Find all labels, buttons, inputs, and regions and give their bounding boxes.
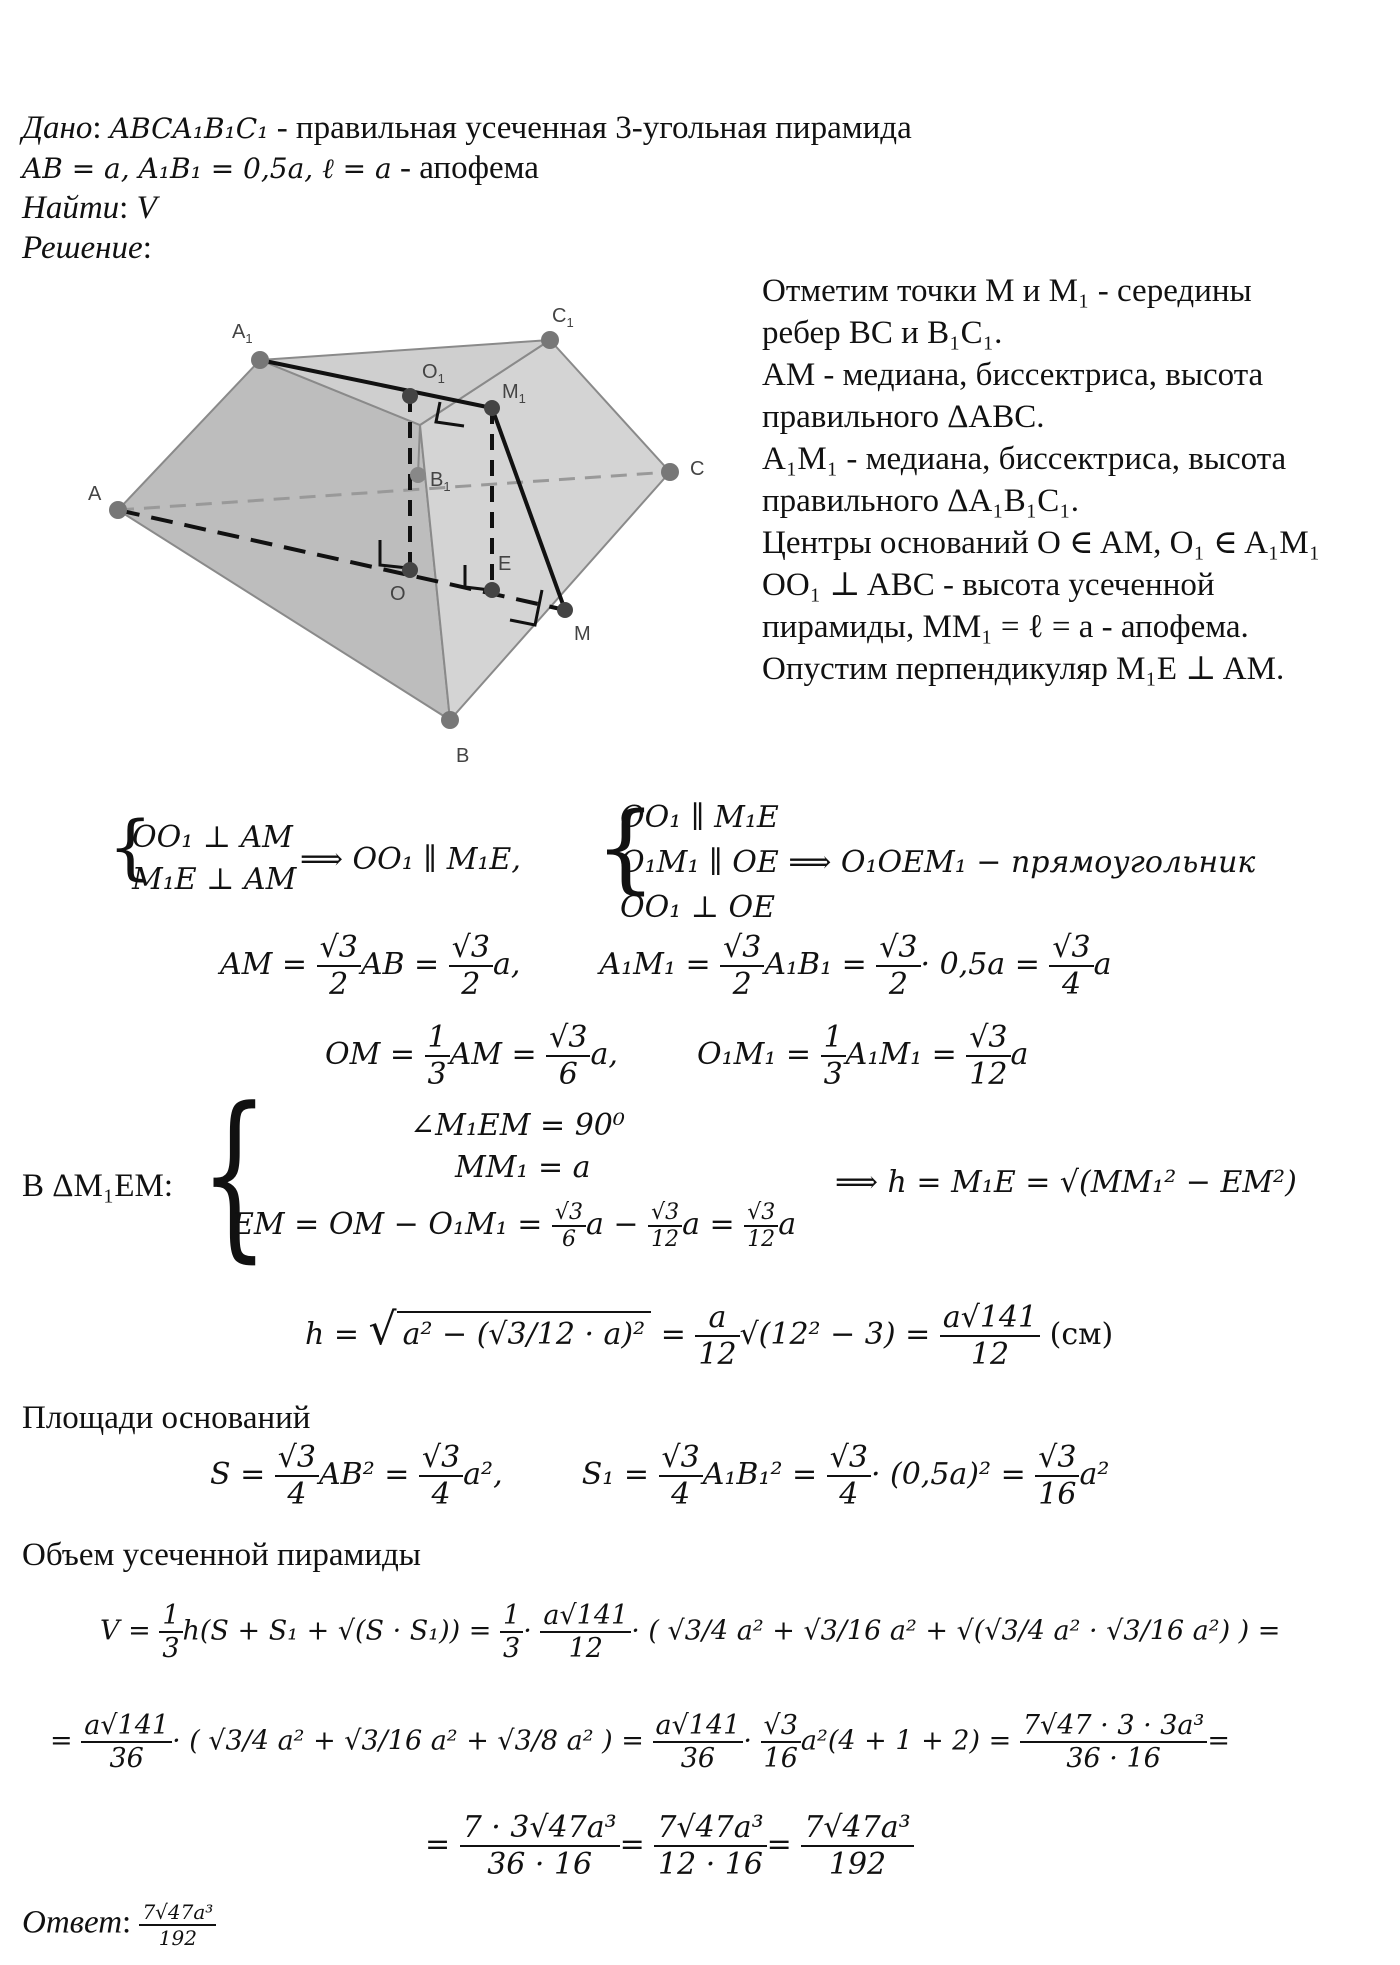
equation-om: OM = $\frac{1}{3}$ AM = $\frac{√3}{6}$ a, O₁M₁ = $\frac{1}{3}$ A₁M₁ = $\frac{√3}{12}$ a (325, 1020, 1029, 1092)
brace-system2: { (595, 792, 657, 904)
fraction: $\frac{√3}{12}$ (744, 1200, 778, 1252)
equation-v1: V = $\frac{1}{3}$ h(S + S₁ + √(S · S₁)) = $\frac{1}{3}$ · $\frac{a√141}{12}$ · ( √3/4 a² + √3/16 a² + √(√3/4 a² · √3/16 a²) ) = (100, 1600, 1281, 1664)
note-line: правильного ΔABC. (762, 399, 1045, 435)
point-m1 (484, 400, 500, 416)
find-line: Найти: V (22, 190, 157, 226)
fraction: $\frac{√3}{4}$ (275, 1440, 319, 1512)
system1-result: ⟹ OO₁ ∥ M₁E, (300, 842, 521, 877)
point-a (109, 501, 127, 519)
fraction: $\frac{√3}{12}$ (648, 1200, 682, 1252)
fraction: $\frac{\text{7√47 · 3 · 3a³}}{36 \cdot 16}$ (1020, 1710, 1208, 1774)
point-c (661, 463, 679, 481)
point-o (402, 562, 418, 578)
apothem-note: - апофема (391, 150, 539, 186)
label-o: O (390, 583, 406, 605)
fraction: $\frac{√3}{12}$ (966, 1020, 1010, 1092)
note-line: ребер BC и B₁C₁. (762, 315, 1003, 351)
fraction: $\frac{\text{7 · 3√47a³}}{36 \cdot 16}$ (460, 1810, 620, 1882)
given-label: Дано (22, 110, 93, 146)
system2-row1: OO₁ ∥ M₁E (620, 800, 779, 835)
note-line: пирамиды, MM₁ = ℓ = a - апофема. (762, 609, 1249, 645)
given-conditions: AB = a, A₁B₁ = 0,5a, ℓ = a (22, 152, 392, 185)
fraction: $\frac{1}{3}$ (159, 1600, 182, 1664)
volume-label: Объем усеченной пирамиды (22, 1537, 421, 1573)
label-a1: $A_1$ (232, 321, 253, 346)
brace-system1: { (108, 806, 153, 888)
solution-line: Решение: (22, 230, 152, 266)
point-b (441, 711, 459, 729)
label-m: M (574, 623, 591, 645)
fraction: $\frac{a√141}{12}$ (540, 1600, 631, 1664)
given-figure: ABCA₁B₁C₁ (109, 112, 269, 145)
equation-v2: = $\frac{a√141}{36}$ · ( √3/4 a² + √3/16 a² + √3/8 a² ) = $\frac{a√141}{36}$ · $\frac{√3}{16}$ a²(4 + 1 + 2) = $\frac{\text{7√47 · 3 · 3a³}}{36 \cdot 16}$ = (50, 1710, 1230, 1774)
solution-notes (762, 270, 1372, 690)
fraction: $\frac{√3}{2}$ (876, 930, 920, 1002)
point-e (484, 582, 500, 598)
pyramid-diagram (80, 300, 720, 780)
fraction: $\frac{a}{12}$ (695, 1300, 739, 1372)
note-line: правильного ΔA₁B₁C₁. (762, 483, 1080, 519)
note-line: Отметим точки M и M₁ - середины (762, 273, 1252, 309)
label-c: C (690, 458, 705, 480)
fraction: $\frac{a√141}{36}$ (653, 1710, 744, 1774)
label-c1: $C_1$ (552, 305, 574, 330)
triangle-label: В ΔM₁EM: (22, 1168, 173, 1204)
point-c1 (541, 331, 559, 349)
triangle-result: ⟹ h = M₁E = √(MM₁² − EM²) (835, 1165, 1297, 1200)
given-description: - правильная усеченная 3-угольная пирамида (268, 110, 912, 146)
answer-label: Ответ (22, 1904, 123, 1941)
fraction: $\frac{1}{3}$ (821, 1020, 846, 1092)
system1-row2: M₁E ⊥ AM (132, 862, 297, 897)
label-o1: $O_1$ (422, 361, 445, 386)
point-a1 (251, 351, 269, 369)
label-e: E (498, 553, 512, 575)
point-b1 (410, 467, 426, 483)
find-label: Найти (22, 190, 120, 226)
fraction: $\frac{√3}{16}$ (1035, 1440, 1079, 1512)
label-b1: $B_1$ (430, 469, 451, 494)
note-line: Опустим перпендикуляр M₁E ⊥ AM. (762, 651, 1285, 687)
system2-row2: O₁M₁ ∥ OE ⟹ O₁OEM₁ − прямоугольник (620, 845, 1256, 880)
brace-triangle: { (200, 1070, 269, 1279)
fraction: $\frac{√3}{4}$ (419, 1440, 463, 1512)
fraction: $\frac{\text{7√47a³}}{12 \cdot 16}$ (654, 1810, 766, 1882)
fraction: $\frac{√3}{16}$ (761, 1710, 801, 1774)
fraction: $\frac{√3}{6}$ (552, 1200, 586, 1252)
note-line: OO₁ ⊥ ABC - высота усеченной (762, 567, 1215, 603)
note-line: A₁M₁ - медиана, биссектриса, высота (762, 441, 1287, 477)
equation-h: h = √ a² − (√3/12 · a)² = $\frac{a}{12}$ √(12² − 3) = $\frac{a√141}{12}$ (см) (305, 1300, 1114, 1372)
system2-row3: OO₁ ⊥ OE (620, 890, 775, 925)
bases-label: Площади оснований (22, 1400, 311, 1436)
equation-s: S = $\frac{√3}{4}$ AB² = $\frac{√3}{4}$ a², S₁ = $\frac{√3}{4}$ A₁B₁² = $\frac{√3}{4}$ · (0,5a)² = $\frac{√3}{16}$ a² (210, 1440, 1110, 1512)
fraction: $\frac{√3}{2}$ (317, 930, 361, 1002)
triangle-row1: ∠M₁EM = 90⁰ (410, 1108, 625, 1143)
fraction: $\frac{√3}{4}$ (1049, 930, 1093, 1002)
answer-line: Ответ: $\frac{\text{7√47a³}}{192}$ (22, 1900, 216, 1950)
triangle-row3: EM = OM − O₁M₁ = $\frac{√3}{6}$ a − $\frac{√3}{12}$ a = $\frac{√3}{12}$ a (232, 1200, 797, 1252)
solution-label: Решение (22, 230, 143, 266)
find-target: V (136, 190, 157, 226)
fraction: $\frac{√3}{2}$ (449, 930, 493, 1002)
fraction: $\frac{√3}{2}$ (720, 930, 764, 1002)
fraction: $\frac{a√141}{36}$ (81, 1710, 172, 1774)
point-o1 (402, 388, 418, 404)
answer-fraction: $\frac{\text{7√47a³}}{192}$ (139, 1900, 216, 1950)
fraction: $\frac{\text{7√47a³}}{192}$ (801, 1810, 913, 1882)
system1-row1: OO₁ ⊥ AM (132, 820, 293, 855)
note-line: Центры оснований O ∈ AM, O₁ ∈ A₁M₁ (762, 525, 1321, 561)
label-m1: $M_1$ (502, 381, 526, 406)
label-a: A (88, 483, 102, 505)
point-m (557, 602, 573, 618)
fraction: $\frac{a√141}{12}$ (940, 1300, 1040, 1372)
triangle-row2: MM₁ = a (455, 1150, 591, 1185)
label-b: B (456, 745, 470, 767)
fraction: $\frac{√3}{6}$ (546, 1020, 590, 1092)
equation-am: AM = $\frac{√3}{2}$ AB = $\frac{√3}{2}$ a, A₁M₁ = $\frac{√3}{2}$ A₁B₁ = $\frac{√3}{2}$ · 0,5a = $\frac{√3}{4}$ a (220, 930, 1112, 1002)
given-line: Дано: ABCA₁B₁C₁ - правильная усеченная 3-угольная пирамида (22, 110, 912, 146)
fraction: $\frac{√3}{4}$ (827, 1440, 871, 1512)
fraction: $\frac{1}{3}$ (425, 1020, 450, 1092)
equation-v3: = $\frac{\text{7 · 3√47a³}}{36 \cdot 16}$ = $\frac{\text{7√47a³}}{12 \cdot 16}$ = $\frac{\text{7√47a³}}{192}$ (425, 1810, 914, 1882)
note-line: AM - медиана, биссектриса, высота (762, 357, 1264, 393)
conditions-line (22, 148, 539, 189)
fraction: $\frac{√3}{4}$ (659, 1440, 703, 1512)
fraction: $\frac{1}{3}$ (500, 1600, 523, 1664)
